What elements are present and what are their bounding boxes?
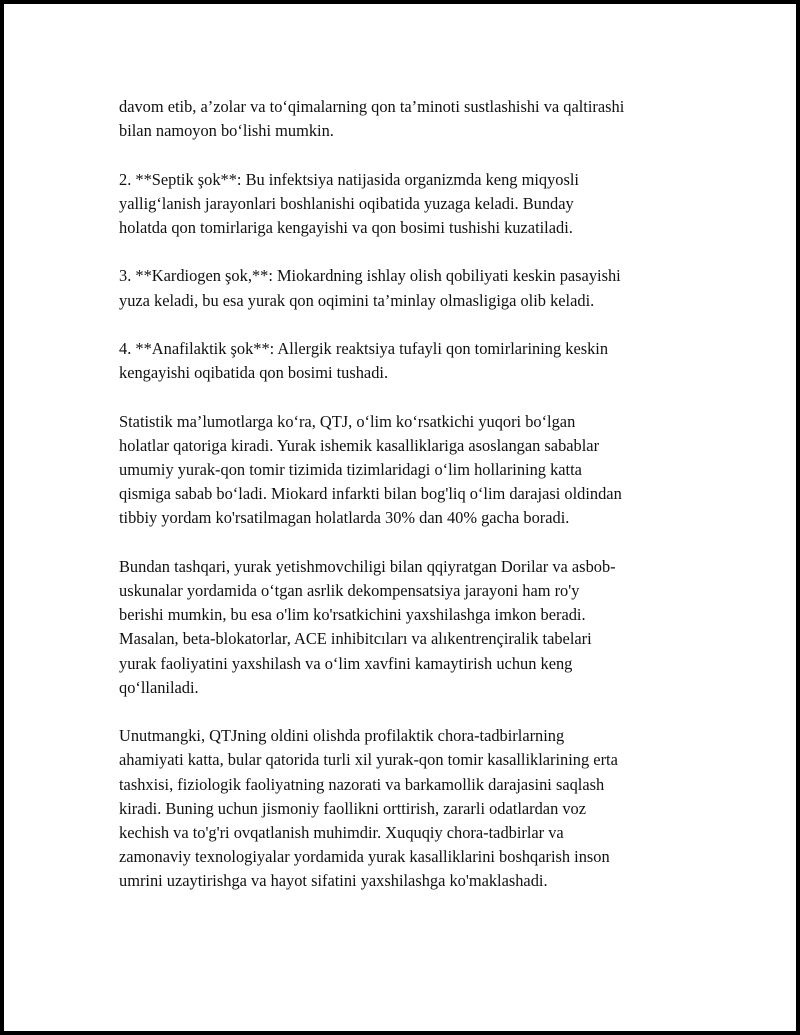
text-line: qoʻllaniladi. <box>119 677 199 697</box>
text-line: holatlar qatoriga kiradi. Yurak ishemik kasalliklariga asoslangan sabablar <box>119 435 600 455</box>
text-line: yalligʻlanish jarayonlari boshlanishi oqibatida yuzaga keladi. Bunday <box>119 193 574 213</box>
text-line: umrini uzaytirishga va hayot sifatini yaxshilashga ko'maklashadi. <box>119 871 548 891</box>
paragraph-treatment <box>119 555 684 700</box>
paragraph-prevention <box>119 724 684 893</box>
paragraph-septic-shock <box>119 168 684 241</box>
paragraph-shock-intro-continuation <box>119 95 684 143</box>
text-line: tashxisi, fiziologik faoliyatning nazorati va barkamollik darajasini saqlash <box>119 774 605 794</box>
text-line: tibbiy yordam ko'rsatilmagan holatlarda 30% dan 40% gacha boradi. <box>119 508 570 528</box>
text-line: holatda qon tomirlariga kengayishi va qon bosimi tushishi kuzatiladi. <box>119 218 573 237</box>
text-line: Statistik ma’lumotlarga koʻra, QTJ, oʻlim koʻrsatkichi yuqori boʻlgan <box>119 411 576 431</box>
text-line: Masalan, beta-blokatorlar, ACE inhibitcıları va alıkentrençiralik tabelari <box>119 629 592 649</box>
text-line: 2. **Septik şok**: Bu infektsiya natijasida organizmda keng miqyosli <box>119 169 579 189</box>
text-line: bilan namoyon boʻlishi mumkin. <box>119 121 334 141</box>
text-line: berishi mumkin, bu esa o'lim ko'rsatkichini yaxshilashga imkon beradi. <box>119 605 586 625</box>
paragraph-statistics <box>119 410 684 531</box>
text-line: davom etib, a’zolar va toʻqimalarning qon ta’minoti sustlashishi va qaltirashi <box>119 97 625 116</box>
text-line: yuza keladi, bu esa yurak qon oqimini ta’minlay olmasligiga olib keladi. <box>119 290 595 310</box>
text-line: 4. **Anafilaktik şok**: Allergik reaktsiya tufayli qon tomirlarining keskin <box>119 338 609 358</box>
text-line: 3. **Kardiogen şok,**: Miokardning ishlay olish qobiliyati keskin pasayishi <box>119 266 621 286</box>
text-line: zamonaviy texnologiyalar yordamida yurak kasalliklarini boshqarish inson <box>119 847 610 867</box>
document-body <box>119 95 684 918</box>
text-line: Bundan tashqari, yurak yetishmovchiligi bilan qqiyratgan Dorilar va asbob- <box>119 556 616 576</box>
text-line: kengayishi oqibatida qon bosimi tushadi. <box>119 363 389 383</box>
text-line: kiradi. Buning uchun jismoniy faollikni orttirish, zararli odatlardan voz <box>119 798 587 818</box>
paragraph-cardiogenic-shock <box>119 264 684 312</box>
text-line: kechish va to'g'ri ovqatlanish muhimdir. Xuquqiy chora-tadbirlar va <box>119 823 564 842</box>
text-line: ahamiyati katta, bular qatorida turli xil yurak-qon tomir kasalliklarining erta <box>119 750 618 770</box>
text-line: Unutmangki, QTJning oldini olishda profilaktik chora-tadbirlarning <box>119 726 565 746</box>
text-line: qismiga sabab boʻladi. Miokard infarkti bilan bog'liq oʻlim darajasi oldindan <box>119 484 622 504</box>
text-line: uskunalar yordamida oʻtgan asrlik dekompensatsiya jarayoni ham ro'y <box>119 580 580 600</box>
paragraph-anaphylactic-shock <box>119 337 684 385</box>
text-line: umumiy yurak-qon tomir tizimida tizimlaridagi oʻlim hollarining katta <box>119 459 582 479</box>
text-line: yurak faoliyatini yaxshilash va oʻlim xavfini kamaytirish uchun keng <box>119 653 573 673</box>
